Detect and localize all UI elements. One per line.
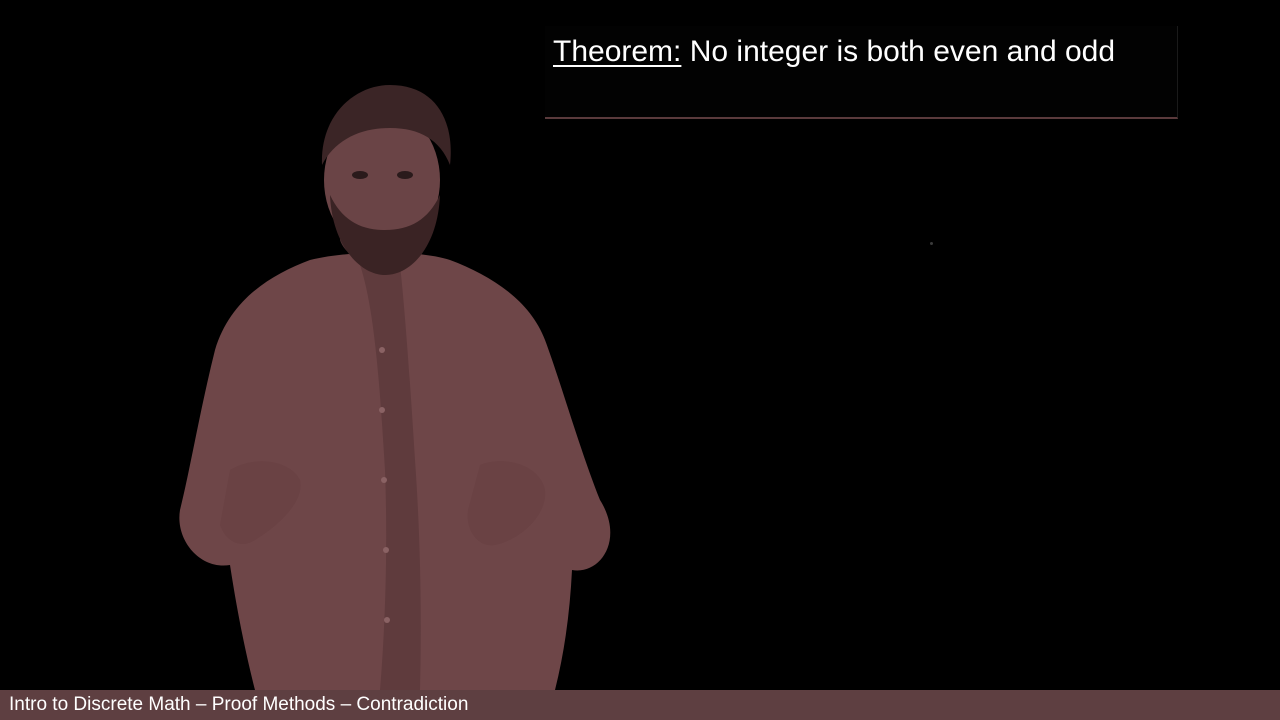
presenter-figure bbox=[160, 70, 620, 690]
theorem-text bbox=[553, 34, 1115, 70]
theorem-box bbox=[545, 26, 1178, 119]
shirt-button bbox=[379, 407, 385, 413]
footer-bar bbox=[0, 690, 1280, 720]
shirt-button bbox=[381, 477, 387, 483]
theorem-statement: No integer is both even and odd bbox=[689, 35, 1116, 68]
presenter-left-eye bbox=[352, 171, 368, 179]
shirt-button bbox=[379, 347, 385, 353]
shirt-button bbox=[384, 617, 390, 623]
shirt-button bbox=[383, 547, 389, 553]
theorem-label: Theorem: bbox=[553, 35, 682, 68]
dust-speck bbox=[930, 242, 933, 245]
presenter-right-eye bbox=[397, 171, 413, 179]
footer-title: Intro to Discrete Math – Proof Methods – Contradiction bbox=[9, 694, 469, 715]
